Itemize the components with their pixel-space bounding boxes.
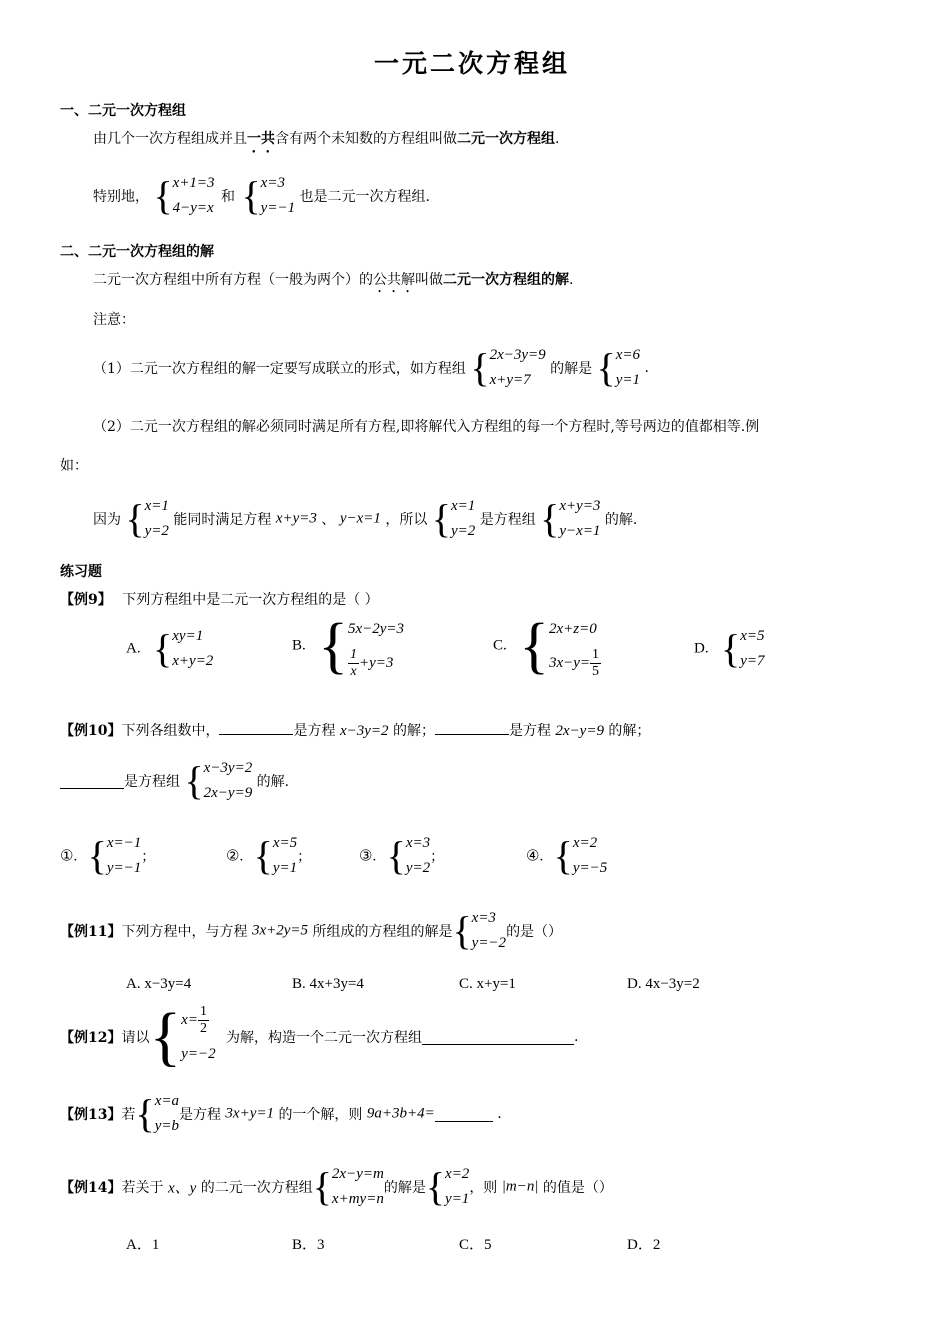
text: 是方程: [178, 1107, 221, 1123]
example-9-option-b: [292, 612, 404, 680]
example-10-system: [184, 756, 252, 806]
note-1-mid: 的解是: [550, 361, 593, 377]
semicolon: ；: [430, 849, 445, 865]
brace-icon: {: [253, 833, 273, 878]
choice-label: ②.: [226, 848, 244, 865]
choice-label: ①.: [60, 848, 78, 865]
brace-icon: {: [184, 758, 204, 803]
eq-line: x=6: [615, 347, 641, 363]
note-1-solution: [597, 343, 640, 393]
answer-blank-2[interactable]: [435, 720, 509, 735]
text: 的一个解，则: [278, 1107, 363, 1123]
example-14-stem: [60, 1162, 613, 1212]
note-2-line-1: （2）二元一次方程组的解必须同时满足所有方程,即将解代入方程组的每一个方程时,等号两边的值都相等.例: [93, 419, 760, 435]
fraction-denominator: 2: [199, 1021, 207, 1037]
equation: 3x+2y=5: [251, 922, 308, 939]
note-2-line-2: 如：: [60, 458, 88, 474]
text: .: [574, 1029, 579, 1046]
def-emphasis: 一共: [247, 131, 275, 147]
eq-line: x=1: [450, 498, 476, 514]
brace-icon: {: [153, 173, 173, 218]
note-1-end: .: [644, 360, 649, 376]
equation: 2x−y=9: [555, 723, 604, 739]
eq-line: x+y=3: [559, 498, 601, 514]
brace-icon: {: [149, 1000, 182, 1074]
eq-line: x+y=2: [172, 653, 214, 669]
eq-line: y=1: [615, 372, 641, 388]
brace-icon: {: [87, 833, 107, 878]
option-a-system: [153, 624, 213, 674]
example-10-line-1: [60, 720, 650, 740]
brace-icon: {: [721, 626, 741, 671]
fraction-denominator: 5: [592, 664, 600, 680]
brace-icon: {: [241, 173, 261, 218]
eq-line: x+my=n: [331, 1191, 384, 1207]
text: 若: [121, 1107, 136, 1123]
text: 若关于: [121, 1180, 164, 1196]
example-mid-1: 能同时满足方程: [173, 512, 272, 528]
special-end: 也是二元一次方程组.: [299, 189, 430, 205]
equation: 3x+y=1: [225, 1105, 274, 1122]
example-11-option-b: B. 4x+3y=4: [292, 976, 364, 992]
text: 为解，构造一个二元一次方程组: [226, 1030, 423, 1047]
text: 所组成的方程组的解是: [312, 924, 453, 940]
answer-blank[interactable]: [422, 1030, 574, 1045]
example-9-label: 【例9】: [60, 592, 112, 608]
text: 是方程组: [124, 774, 180, 790]
example-10-choice-4: [526, 831, 607, 881]
example-solution-2: [432, 494, 475, 544]
eq-line: y=1: [272, 860, 298, 876]
eq-line: x−3y=2: [203, 760, 253, 776]
example-12-solution: [149, 1000, 216, 1074]
example-mid-3: 是方程组: [479, 512, 536, 528]
example-12-label: 【例12】: [60, 1030, 122, 1047]
brace-icon: {: [596, 345, 616, 390]
eq-line: xy=1: [172, 628, 204, 644]
example-9-option-c: [493, 612, 601, 680]
eq-line: [549, 646, 601, 680]
answer-blank-3[interactable]: [60, 774, 124, 789]
example-14-system: [313, 1162, 384, 1212]
text: 是方程: [508, 723, 551, 739]
text: 的二元一次方程组: [200, 1180, 313, 1196]
section-1-definition: [93, 128, 559, 156]
example-14-option-c: C．5: [459, 1237, 492, 1253]
option-label: C.: [493, 637, 507, 654]
semicolon: ；: [297, 849, 312, 865]
fraction-numerator: 1: [592, 647, 600, 663]
example-10-choice-3: [359, 831, 444, 881]
eq-line: y=7: [740, 653, 765, 669]
text: .: [497, 1106, 502, 1122]
example-9-question: 下列方程组中是二元一次方程组的是（ ）: [122, 592, 379, 608]
eq-line: x=5: [740, 628, 765, 644]
expression: 9a+3b+4=: [366, 1105, 435, 1122]
brace-icon: {: [135, 1091, 155, 1136]
practice-heading: 练习题: [60, 564, 102, 580]
example-14-option-d: D．2: [627, 1237, 661, 1253]
example-10-choice-1: [60, 831, 155, 881]
text: 请以: [121, 1030, 150, 1047]
section-2-heading: 二、二元一次方程组的解: [60, 244, 214, 260]
note-1: [93, 343, 649, 393]
def-text-end: .: [555, 131, 560, 147]
choice-label: ③.: [359, 848, 377, 865]
example-11-solution: [452, 906, 506, 956]
fraction-numerator: 1: [199, 1004, 207, 1020]
eq-pre: 3x−y=: [548, 655, 591, 671]
text: 的解；: [392, 723, 435, 739]
eq-line: x=2: [445, 1166, 470, 1182]
special-pre: 特别地，: [93, 189, 149, 205]
brace-icon: {: [153, 626, 173, 671]
def-text-pre: 二元一次方程组中所有方程（一般为两个）的: [93, 272, 373, 288]
equation: x−3y=2: [339, 723, 389, 739]
choice-label: ④.: [526, 848, 544, 865]
example-pre: 因为: [93, 512, 121, 528]
note-label: 注意：: [93, 312, 135, 328]
eq-line: y=2: [144, 523, 169, 539]
option-label: D.: [694, 640, 709, 657]
text: 的解.: [256, 774, 290, 790]
text: 的解；: [608, 723, 651, 739]
eq-line: y=1: [445, 1191, 470, 1207]
eq-line: x=2: [572, 835, 598, 851]
eq-line: x=3: [471, 910, 496, 926]
brace-icon: {: [431, 496, 451, 541]
brace-icon: {: [553, 833, 573, 878]
example-14-label: 【例14】: [60, 1180, 122, 1196]
example-9-option-d: [694, 624, 765, 674]
def-emphasis: 公共解: [373, 272, 415, 288]
option-label: A.: [126, 640, 141, 657]
eq-line: y=−5: [572, 860, 608, 876]
note-1-pre: （1）二元一次方程组的解一定要写成联立的形式，如方程组: [93, 361, 466, 377]
eq-line: y=−1: [260, 200, 296, 216]
text: 的解是: [383, 1180, 426, 1196]
choice-system: [387, 831, 430, 881]
example-11-option-c: C. x+y=1: [459, 976, 516, 992]
example-11-option-a: A. x−3y=4: [126, 976, 192, 992]
eq-line: 2x−y=m: [331, 1166, 384, 1182]
def-term: 二元一次方程组的解: [443, 272, 569, 288]
def-text-mid: 含有两个未知数的方程组叫做: [275, 131, 457, 147]
system-b: [241, 171, 295, 221]
eq-pre: x=: [181, 1012, 198, 1028]
option-b-system: [318, 612, 404, 680]
example-11-option-d: D. 4x−3y=2: [627, 976, 700, 992]
example-10-choice-2: [226, 831, 311, 881]
eq-line: x=1: [144, 498, 169, 514]
eq-line: 5x−2y=3: [347, 621, 405, 637]
eq-line: y=−2: [181, 1046, 216, 1063]
example-9-option-a: [126, 624, 213, 674]
example-13-solution: [135, 1089, 178, 1139]
text: 的是（）: [506, 924, 563, 940]
example-solution: [125, 494, 168, 544]
eq-line: x+y=7: [489, 372, 531, 388]
eq-line: x=5: [272, 835, 298, 851]
eq-line: x+1=3: [172, 175, 215, 191]
option-label: B.: [292, 637, 306, 654]
eq-line: x=3: [405, 835, 431, 851]
brace-icon: {: [470, 345, 490, 390]
eq-line: y=b: [154, 1118, 179, 1134]
eq-line: x=a: [154, 1093, 179, 1109]
brace-icon: {: [519, 612, 549, 681]
page-title: 一元二次方程组: [374, 49, 571, 78]
brace-icon: {: [540, 496, 560, 541]
system-a: [153, 171, 214, 221]
eq-line: [181, 1003, 215, 1037]
example-13-label: 【例13】: [60, 1107, 122, 1123]
eq-line: y=2: [450, 523, 476, 539]
eq-rest: +y=3: [358, 655, 394, 671]
example-system: [540, 494, 600, 544]
example-eq-1: x+y=3: [275, 510, 317, 527]
example-sep: 、: [321, 512, 336, 528]
eq-line: x=−1: [106, 835, 142, 851]
semicolon: ；: [141, 849, 156, 865]
def-text-end: .: [569, 272, 574, 288]
example-11-stem: [60, 906, 562, 956]
eq-line: y=2: [405, 860, 431, 876]
note-1-system: [470, 343, 545, 393]
example-eq-2: y−x=1: [339, 510, 381, 527]
text: 是方程: [293, 723, 336, 739]
eq-line: 2x+z=0: [548, 621, 597, 637]
choice-system: [88, 831, 142, 881]
and-word: 和: [221, 189, 236, 205]
variables: x、y: [167, 1180, 197, 1197]
example-10-label: 【例10】: [60, 723, 122, 739]
example-13-line: [60, 1089, 502, 1139]
eq-line: y=−1: [106, 860, 142, 876]
example-14-solution: [426, 1162, 469, 1212]
section-2-definition: [93, 269, 573, 296]
eq-line: 2x−3y=9: [489, 347, 546, 363]
example-end: 的解.: [604, 512, 638, 528]
text: ，则: [469, 1180, 498, 1196]
absolute-value: |m−n|: [501, 1178, 539, 1195]
special-case-line: [93, 171, 430, 221]
eq-line: y−x=1: [559, 523, 601, 539]
example-11-label: 【例11】: [60, 924, 122, 940]
section-1-heading: 一、二元一次方程组: [60, 103, 186, 119]
def-text-mid: 叫做: [415, 272, 443, 288]
brace-icon: {: [386, 833, 406, 878]
text: 下列各组数中，: [121, 723, 220, 739]
choice-system: [554, 831, 608, 881]
brace-icon: {: [125, 496, 145, 541]
option-d-system: [721, 624, 764, 674]
option-c-system: [519, 612, 601, 680]
eq-line: [348, 646, 404, 680]
example-9-stem: [60, 589, 379, 609]
example-10-line-2: [60, 756, 289, 806]
example-14-option-b: B．3: [292, 1237, 325, 1253]
answer-blank[interactable]: [435, 1107, 493, 1122]
def-text-pre: 由几个一次方程组成并且: [93, 131, 247, 147]
fraction-denominator: x: [350, 664, 357, 680]
example-12-line: [60, 1000, 579, 1074]
fraction-numerator: 1: [349, 647, 357, 663]
text: 的值是（）: [542, 1180, 613, 1196]
brace-icon: {: [425, 1164, 446, 1209]
example-line: [93, 494, 637, 544]
eq-line: y=−2: [471, 935, 507, 951]
example-mid-2: ，所以: [385, 512, 428, 528]
brace-icon: {: [452, 908, 472, 953]
eq-line: 2x−y=9: [203, 785, 253, 801]
choice-system: [254, 831, 297, 881]
def-term: 二元一次方程组: [457, 131, 555, 147]
example-14-option-a: A．1: [126, 1237, 160, 1253]
answer-blank-1[interactable]: [219, 720, 293, 735]
text: 下列方程中，与方程: [121, 924, 248, 940]
brace-icon: {: [318, 612, 348, 681]
brace-icon: {: [312, 1164, 332, 1209]
eq-line: x=3: [260, 175, 285, 191]
eq-line: 4−y=x: [172, 200, 214, 216]
